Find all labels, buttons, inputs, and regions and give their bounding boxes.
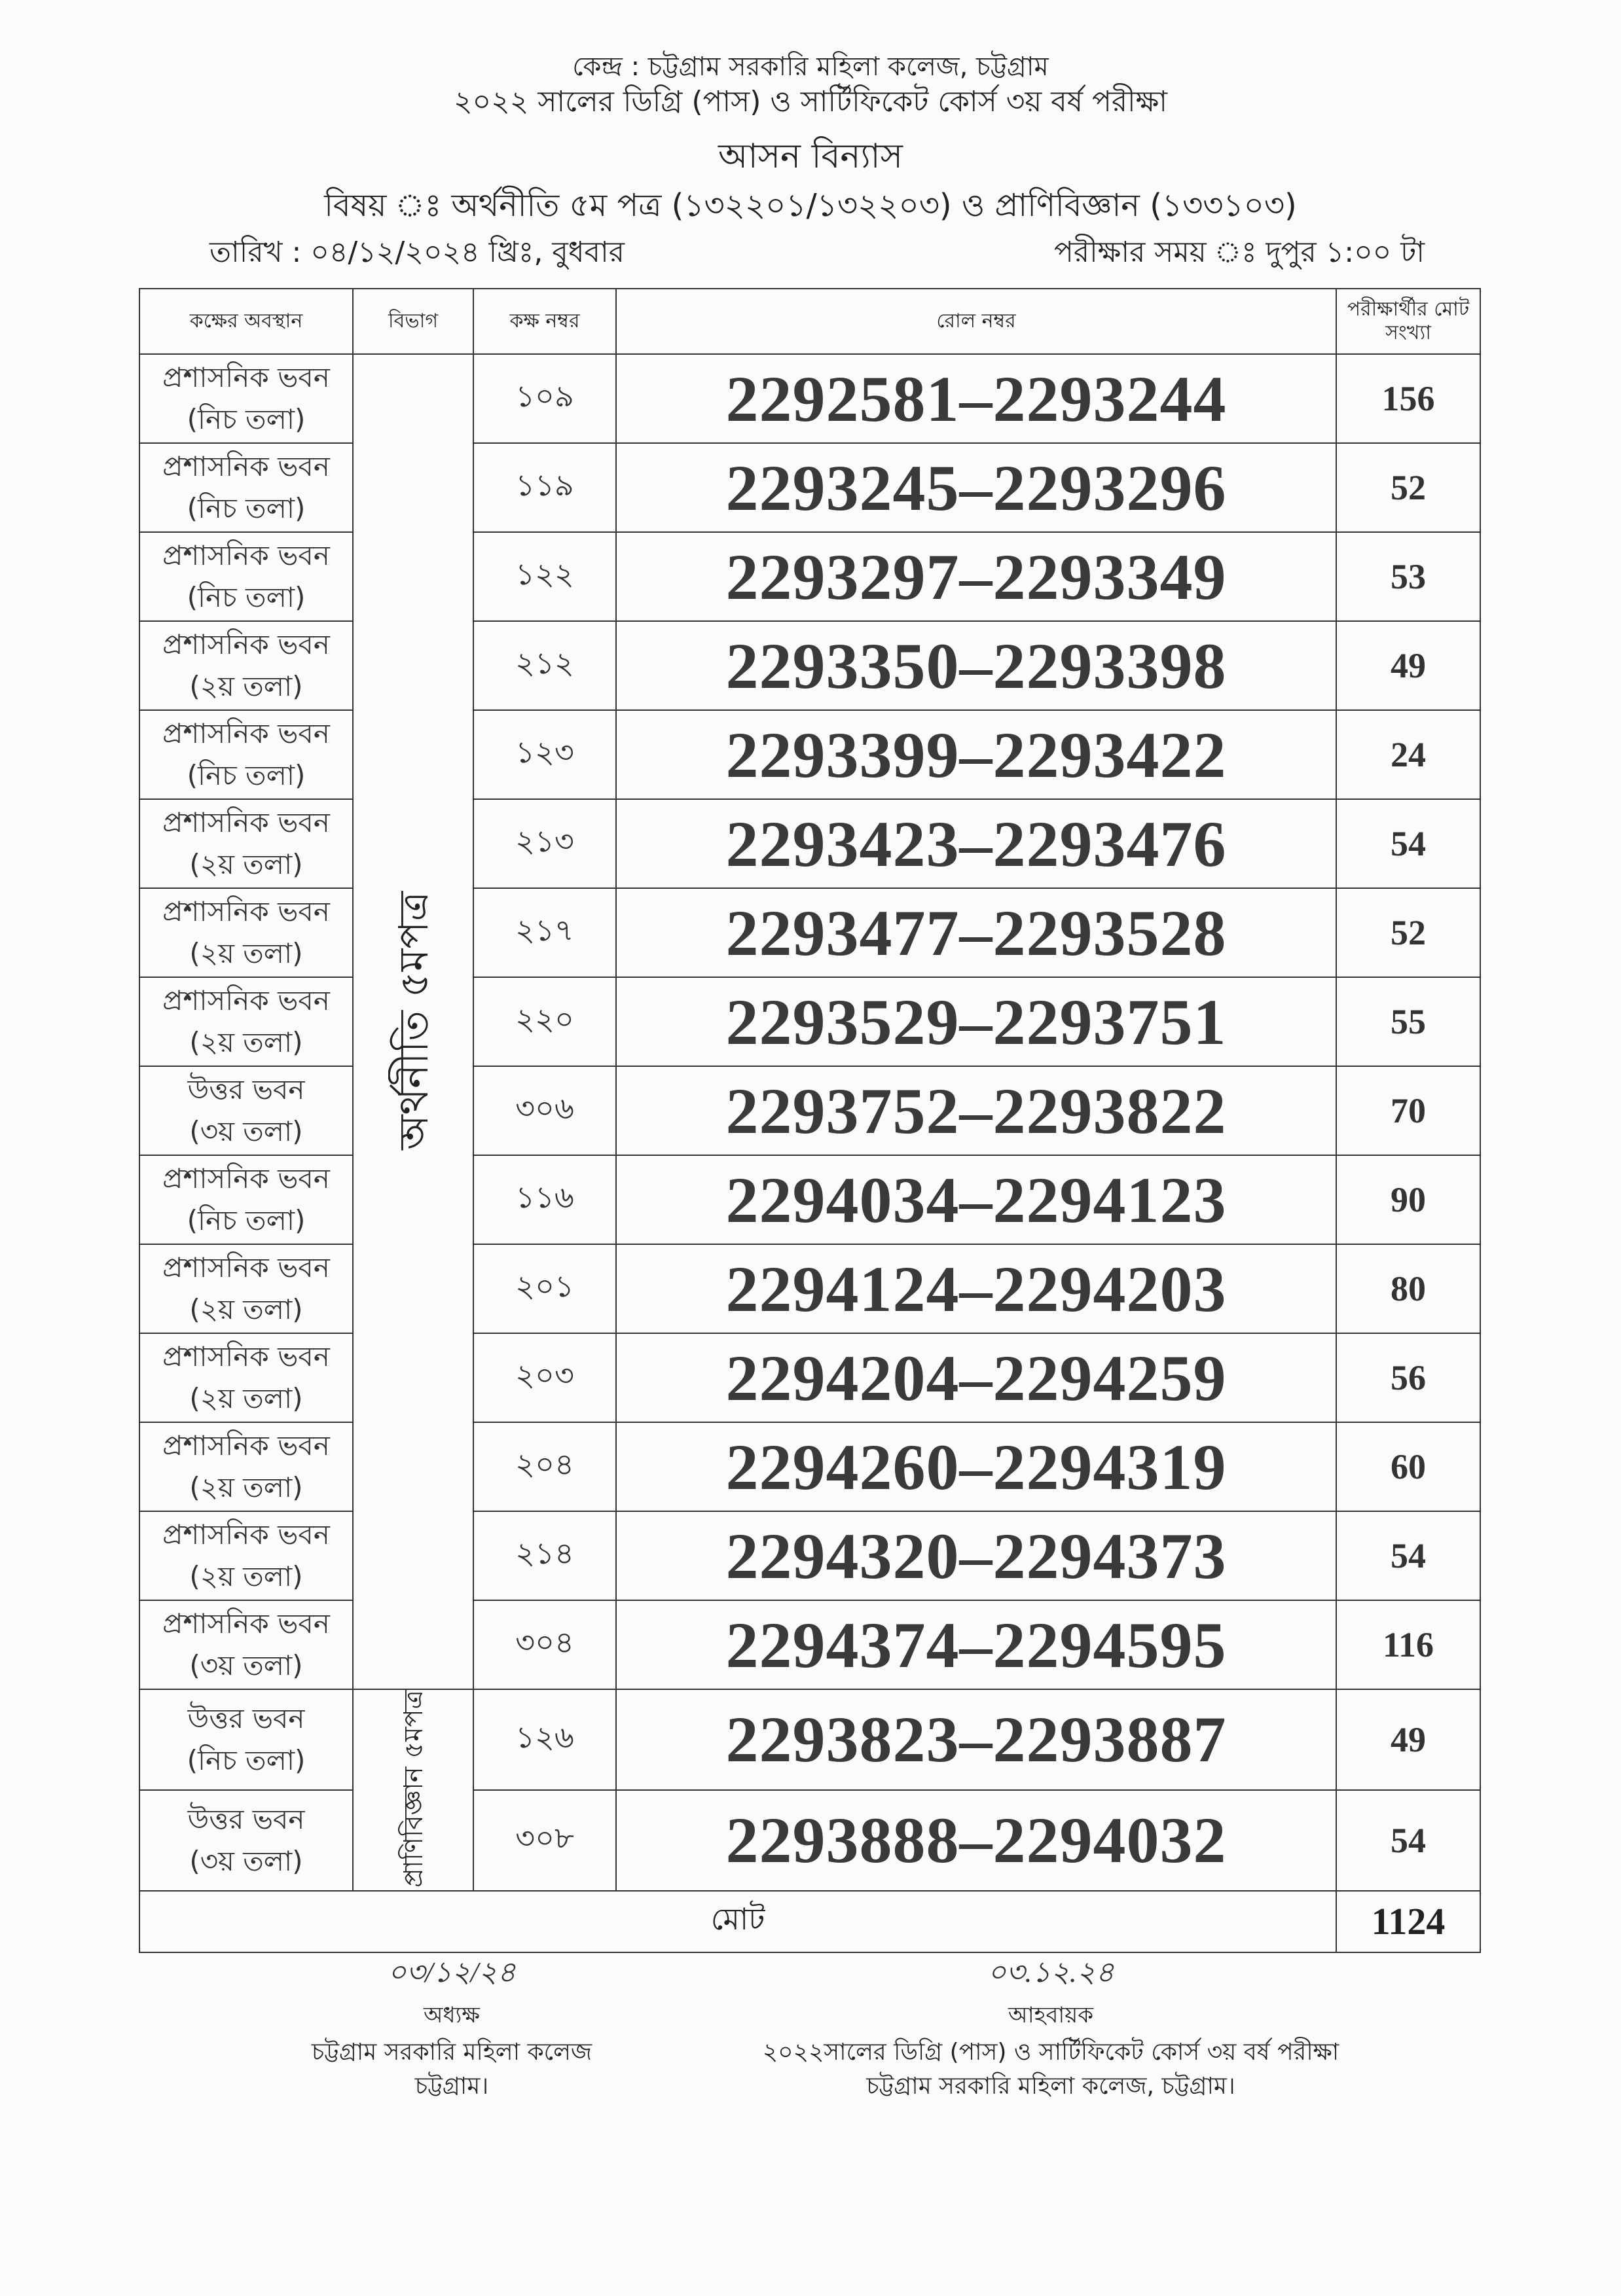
roll-range: 2292581–2293244 [616,354,1336,443]
room-number: ১২২ [473,532,616,621]
roll-range: 2294260–2294319 [616,1422,1336,1511]
room-location [139,1511,353,1600]
building-name: প্রশাসনিক ভবন [162,984,330,1016]
building-name: প্রশাসনিক ভবন [162,361,330,393]
floor-name: (২য় তলা) [189,1293,303,1325]
room-location [139,1790,353,1891]
floor-name: (২য় তলা) [189,1471,303,1503]
convener-signature-block [707,1950,1394,2104]
total-label: মোট [139,1891,1336,1952]
room-location [139,1066,353,1155]
convener-exam: ২০২২সালের ডিগ্রি (পাস) ও সার্টিফিকেট কোর্স ৩য় বর্ষ পরীক্ষা [762,2039,1339,2066]
room-number: ১১৬ [473,1155,616,1244]
room-number: ২১৭ [473,888,616,977]
room-number: ৩০৬ [473,1066,616,1155]
building-name: প্রশাসনিক ভবন [162,628,330,660]
table-row [139,1790,1480,1891]
room-location [139,977,353,1066]
principal-city: চট্টগ্রাম। [414,2073,489,2100]
building-name: প্রশাসনিক ভবন [162,1340,330,1372]
candidate-count: 53 [1336,532,1480,621]
department-name: প্রাণিবিজ্ঞান ৫মপত্র [398,1690,429,1888]
table-row [139,621,1480,710]
table-row [139,532,1480,621]
candidate-count: 49 [1336,1689,1480,1790]
room-number: ১২৩ [473,710,616,799]
candidate-count: 80 [1336,1244,1480,1333]
exam-title: ২০২২ সালের ডিগ্রি (পাস) ও সার্টিফিকেট কোর্স ৩য় বর্ষ পরীক্ষা [453,85,1168,118]
building-name: প্রশাসনিক ভবন [162,717,330,749]
building-name: প্রশাসনিক ভবন [162,1607,330,1640]
building-name: প্রশাসনিক ভবন [162,450,330,482]
room-number: ২০৪ [473,1422,616,1511]
department-cell [353,1689,473,1891]
table-row [139,1155,1480,1244]
floor-name: (২য় তলা) [189,1560,303,1592]
building-name: প্রশাসনিক ভবন [162,1251,330,1283]
table-row [139,1422,1480,1511]
candidate-count: 52 [1336,443,1480,532]
room-number: ১০৯ [473,354,616,443]
floor-name: (৩য় তলা) [189,1115,303,1147]
principal-signature-block [249,1950,655,2104]
room-location [139,1422,353,1511]
roll-range: 2293823–2293887 [616,1689,1336,1790]
room-number: ১১৯ [473,443,616,532]
room-location [139,1155,353,1244]
floor-name: (২য় তলা) [189,1382,303,1414]
table-row [139,1511,1480,1600]
room-location [139,710,353,799]
principal-college: চট্টগ্রাম সরকারি মহিলা কলেজ [311,2039,592,2066]
table-row [139,1333,1480,1422]
exam-center: কেন্দ্র : চট্টগ্রাম সরকারি মহিলা কলেজ, চট্টগ্রাম [572,52,1049,82]
floor-name: (নিচ তলা) [187,581,306,613]
floor-name: (২য় তলা) [189,670,303,702]
roll-range: 2293423–2293476 [616,799,1336,888]
department-name: অর্থনীতি ৫মপত্র [389,891,437,1150]
candidate-count: 55 [1336,977,1480,1066]
principal-title: অধ্যক্ষ [424,2002,480,2028]
roll-range: 2293399–2293422 [616,710,1336,799]
candidate-count: 54 [1336,1790,1480,1891]
candidate-count: 90 [1336,1155,1480,1244]
room-number: ২১৩ [473,799,616,888]
room-location [139,443,353,532]
convener-college: চট্টগ্রাম সরকারি মহিলা কলেজ, চট্টগ্রাম। [866,2073,1235,2100]
building-name: উত্তর ভবন [187,1702,305,1734]
candidate-count: 54 [1336,799,1480,888]
table-row [139,977,1480,1066]
roll-range: 2294320–2294373 [616,1511,1336,1600]
building-name: প্রশাসনিক ভবন [162,895,330,927]
room-number: ২২০ [473,977,616,1066]
floor-name: (৩য় তলা) [189,1649,303,1681]
department-cell [353,354,473,1689]
seat-plan-body [139,354,1480,1891]
roll-range: 2293297–2293349 [616,532,1336,621]
convener-signature-mark: ০৩.১২.২৪ [987,1956,1114,1988]
floor-name: (২য় তলা) [189,1026,303,1058]
exam-date: তারিখ : ০৪/১২/২০২৪ খ্রিঃ, বুধবার [209,236,625,269]
table-row [139,888,1480,977]
table-row [139,1689,1480,1790]
building-name: প্রশাসনিক ভবন [162,1518,330,1551]
table-row [139,710,1480,799]
total-value: 1124 [1336,1891,1480,1952]
convener-title: আহবায়ক [1008,2002,1094,2028]
candidate-count: 49 [1336,621,1480,710]
roll-range: 2294034–2294123 [616,1155,1336,1244]
room-location [139,1244,353,1333]
floor-name: (২য় তলা) [189,937,303,969]
floor-name: (নিচ তলা) [187,1744,306,1776]
building-name: প্রশাসনিক ভবন [162,1429,330,1462]
roll-range: 2294124–2294203 [616,1244,1336,1333]
candidate-count: 156 [1336,354,1480,443]
roll-range: 2293752–2293822 [616,1066,1336,1155]
candidate-count: 56 [1336,1333,1480,1422]
principal-signature-mark: ০৩/১২/২৪ [388,1956,516,1988]
floor-name: (নিচ তলা) [187,1204,306,1236]
table-row [139,354,1480,443]
room-location [139,1333,353,1422]
room-number: ৩০৮ [473,1790,616,1891]
floor-name: (নিচ তলা) [187,759,306,791]
room-location [139,799,353,888]
floor-name: (নিচ তলা) [187,492,306,524]
candidate-count: 60 [1336,1422,1480,1511]
building-name: প্রশাসনিক ভবন [162,539,330,571]
candidate-count: 116 [1336,1600,1480,1689]
roll-range: 2293350–2293398 [616,621,1336,710]
column-header-roll: রোল নম্বর [616,289,1336,354]
total-row [139,1891,1480,1952]
floor-name: (নিচ তলা) [187,403,306,435]
candidate-count: 54 [1336,1511,1480,1600]
candidate-count: 70 [1336,1066,1480,1155]
roll-range: 2294204–2294259 [616,1333,1336,1422]
building-name: উত্তর ভবন [187,1073,305,1105]
roll-range: 2293888–2294032 [616,1790,1336,1891]
building-name: উত্তর ভবন [187,1803,305,1835]
page-title: আসন বিন্যাস [718,137,903,176]
table-row [139,799,1480,888]
room-number: ২১৪ [473,1511,616,1600]
candidate-count: 24 [1336,710,1480,799]
seat-plan-table [139,288,1481,1953]
column-header-location: কক্ষের অবস্থান [139,289,353,354]
roll-range: 2293245–2293296 [616,443,1336,532]
table-row [139,1600,1480,1689]
room-location [139,1689,353,1790]
table-row [139,443,1480,532]
room-number: ২০৩ [473,1333,616,1422]
building-name: প্রশাসনিক ভবন [162,806,330,838]
column-header-department: বিভাগ [353,289,473,354]
room-location [139,888,353,977]
column-header-total: পরীক্ষার্থীর মোট সংখ্যা [1336,289,1480,354]
room-number: ২১২ [473,621,616,710]
building-name: প্রশাসনিক ভবন [162,1162,330,1194]
room-number: ২০১ [473,1244,616,1333]
table-header-row [139,289,1480,354]
subject-line: বিষয় ঃ অর্থনীতি ৫ম পত্র (১৩২২০১/১৩২২০৩) ও প্রাণিবিজ্ঞান (১৩৩১০৩) [324,187,1297,224]
room-number: ৩০৪ [473,1600,616,1689]
column-header-room: কক্ষ নম্বর [473,289,616,354]
candidate-count: 52 [1336,888,1480,977]
table-row [139,1244,1480,1333]
table-row [139,1066,1480,1155]
roll-range: 2293477–2293528 [616,888,1336,977]
roll-range: 2294374–2294595 [616,1600,1336,1689]
exam-time: পরীক্ষার সময় ঃ দুপুর ১:০০ টা [1054,236,1425,269]
room-location [139,354,353,443]
floor-name: (২য় তলা) [189,848,303,880]
room-location [139,1600,353,1689]
room-location [139,621,353,710]
room-number: ১২৬ [473,1689,616,1790]
room-location [139,532,353,621]
floor-name: (৩য় তলা) [189,1844,303,1877]
roll-range: 2293529–2293751 [616,977,1336,1066]
